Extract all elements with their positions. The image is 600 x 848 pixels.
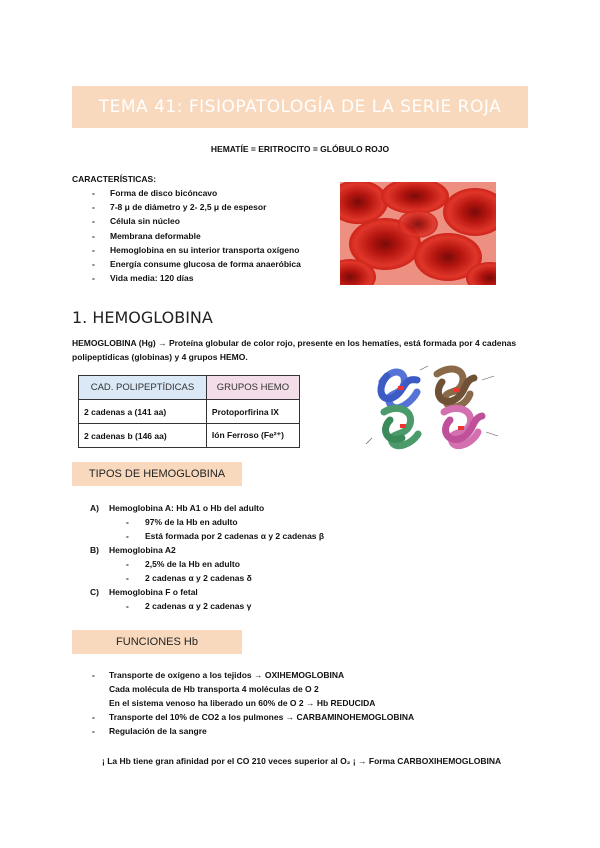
subtitle: HEMATÍE = ERITROCITO = GLÓBULO ROJO: [210, 144, 390, 154]
table-cell: Ión Ferroso (Fe²⁺): [206, 424, 299, 448]
dash: -: [92, 670, 95, 680]
table-cell: Protoporfirina IX: [206, 400, 299, 424]
table-cell: 2 cadenas a (141 aa): [79, 400, 207, 424]
list-item: Hemoglobina A: Hb A1 o Hb del adulto: [109, 503, 265, 513]
section-heading: 1. HEMOGLOBINA: [72, 308, 213, 327]
characteristics-heading: CARACTERÍSTICAS:: [72, 174, 157, 184]
list-item: 2,5% de la Hb en adulto: [145, 559, 240, 569]
table-cell: 2 cadenas b (146 aa): [79, 424, 207, 448]
page-title: TEMA 41: FISIOPATOLOGÍA DE LA SERIE ROJA: [98, 97, 502, 117]
table-row: [79, 400, 300, 424]
hemoglobin-definition: [72, 336, 532, 364]
types-tag: TIPOS DE HEMOGLOBINA: [72, 462, 242, 486]
dash: -: [126, 601, 129, 611]
list-item: - Célula sin núcleo: [92, 214, 301, 228]
list-item: Transporte del 10% de CO2 a los pulmones → CARBAMINOHEMOGLOBINA: [109, 712, 415, 722]
list-item: Transporte de oxígeno a los tejidos → OXIHEMOGLOBINA: [109, 670, 345, 680]
dash: -: [126, 573, 129, 583]
dash: -: [92, 726, 95, 736]
hemoglobin-structure-image: [362, 362, 518, 450]
list-item: - Forma de disco bicóncavo: [92, 186, 301, 200]
list-item: 2 cadenas α y 2 cadenas δ: [145, 573, 252, 583]
list-item: Cada molécula de Hb transporta 4 moléculas de O 2: [109, 684, 319, 694]
characteristics-list: [92, 186, 301, 285]
list-item: - 7-8 μ de diámetro y 2- 2,5 μ de espesor: [92, 200, 301, 214]
dash: -: [92, 712, 95, 722]
note: ¡ La Hb tiene gran afinidad por el CO 210 veces superior al O₂ ¡ → Forma CARBOXIHEMOGLOBINA: [102, 756, 502, 766]
list-item: 2 cadenas α y 2 cadenas γ: [145, 601, 252, 611]
list-marker: B): [90, 545, 99, 555]
dash: -: [126, 517, 129, 527]
list-item: En el sistema venoso ha liberado un 60% de O 2 → Hb REDUCIDA: [109, 698, 376, 708]
red-blood-cells-image: [340, 182, 496, 285]
functions-tag: FUNCIONES Hb: [72, 630, 242, 654]
list-item: Regulación de la sangre: [109, 726, 207, 736]
dash: -: [126, 559, 129, 569]
table-header-row: [79, 376, 300, 400]
table-header-cell: CAD. POLIPEPTÍDICAS: [79, 376, 207, 400]
paragraph-line: HEMOGLOBINA (Hg) → Proteína globular de color rojo, presente en los hematíes, está formada por 4 cadenas: [72, 338, 517, 348]
list-item: Hemoglobina A2: [109, 545, 176, 555]
table-row: [79, 424, 300, 448]
composition-table: [78, 375, 300, 448]
list-marker: A): [90, 503, 99, 513]
list-item: Está formada por 2 cadenas α y 2 cadenas β: [145, 531, 325, 541]
list-item: - Membrana deformable: [92, 229, 301, 243]
list-item: - Energía consume glucosa de forma anaeróbica: [92, 257, 301, 271]
list-marker: C): [90, 587, 99, 597]
list-item: Hemoglobina F o fetal: [109, 587, 198, 597]
table-header-cell: GRUPOS HEMO: [206, 376, 299, 400]
list-item: - Hemoglobina en su interior transporta oxígeno: [92, 243, 301, 257]
list-item: 97% de la Hb en adulto: [145, 517, 238, 527]
paragraph-line: polipeptídicas (globinas) y 4 grupos HEMO.: [72, 352, 248, 362]
dash: -: [126, 531, 129, 541]
list-item: - Vida media: 120 días: [92, 271, 301, 285]
